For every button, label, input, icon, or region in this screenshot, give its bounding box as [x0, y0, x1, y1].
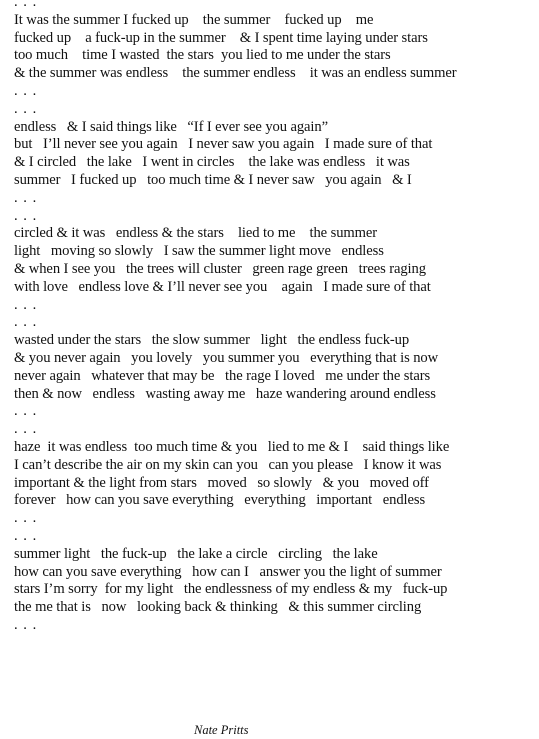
poem-line: & I circled the lake I went in circles the lake was endless it was [14, 154, 410, 171]
poem-line: never again whatever that may be the rage I loved me under the stars [14, 367, 431, 384]
poem-line: summer I fucked up too much time & I never saw you again & I [14, 171, 412, 188]
ellipsis: . . . [14, 510, 38, 527]
stanza-4 [14, 332, 534, 403]
poem-line: but I’ll never see you again I never saw you again I made sure of that [14, 136, 433, 153]
ellipsis: . . . [14, 100, 38, 117]
poem-line: fucked up a fuck-up in the summer & I spent time laying under stars [14, 29, 428, 46]
stanza-1 [14, 12, 534, 83]
poem-line: how can you save everything how can I answer you the light of summer [14, 563, 442, 580]
ellipsis: . . . [14, 296, 38, 313]
poem-line: I can’t describe the air on my skin can you can you please I know it was [14, 456, 442, 473]
poem-line: then & now endless wasting away me haze wandering around endless [14, 385, 436, 402]
poem-line: endless & I said things like “If I ever see you again” [14, 118, 328, 135]
poem-line: It was the summer I fucked up the summer fucked up me [14, 11, 374, 28]
ellipsis: . . . [14, 82, 38, 99]
poem-line: stars I’m sorry for my light the endlessness of my endless & my fuck-up [14, 581, 448, 598]
poem-line: light moving so slowly I saw the summer light move endless [14, 243, 384, 260]
ellipsis: . . . [14, 527, 38, 544]
poem-line: too much time I wasted the stars you lied to me under the stars [14, 47, 391, 64]
ellipsis: . . . [14, 616, 38, 633]
stanza-5 [14, 439, 534, 510]
poem-line: & you never again you lovely you summer you everything that is now [14, 349, 439, 366]
stanza-6 [14, 546, 534, 617]
ellipsis: . . . [14, 189, 38, 206]
author-name: Nate Pritts [194, 723, 249, 737]
poem-line: & when I see you the trees will cluster green rage green trees raging [14, 260, 426, 277]
poem-line: wasted under the stars the slow summer light the endless fuck-up [14, 332, 410, 349]
poem-line: summer light the fuck-up the lake a circle circling the lake [14, 545, 378, 562]
poem-line: forever how can you save everything everything important endless [14, 492, 426, 509]
poem-line: haze it was endless too much time & you lied to me & I said things like [14, 438, 450, 455]
ellipsis: . . . [14, 421, 38, 438]
stanza-3 [14, 225, 534, 296]
poem-line: important & the light from stars moved so slowly & you moved off [14, 474, 429, 491]
poem-line: circled & it was endless & the stars lied to me the summer [14, 225, 378, 242]
poem-line: with love endless love & I’ll never see you again I made sure of that [14, 278, 431, 295]
ellipsis: . . . [14, 207, 38, 224]
stanza-2 [14, 119, 534, 190]
poem-line: the me that is now looking back & thinking & this summer circling [14, 599, 422, 616]
poem-body [14, 0, 534, 635]
poem-line: & the summer was endless the summer endless it was an endless summer [14, 65, 457, 82]
ellipsis: . . . [14, 0, 38, 10]
ellipsis: . . . [14, 314, 38, 331]
ellipsis: . . . [14, 403, 38, 420]
